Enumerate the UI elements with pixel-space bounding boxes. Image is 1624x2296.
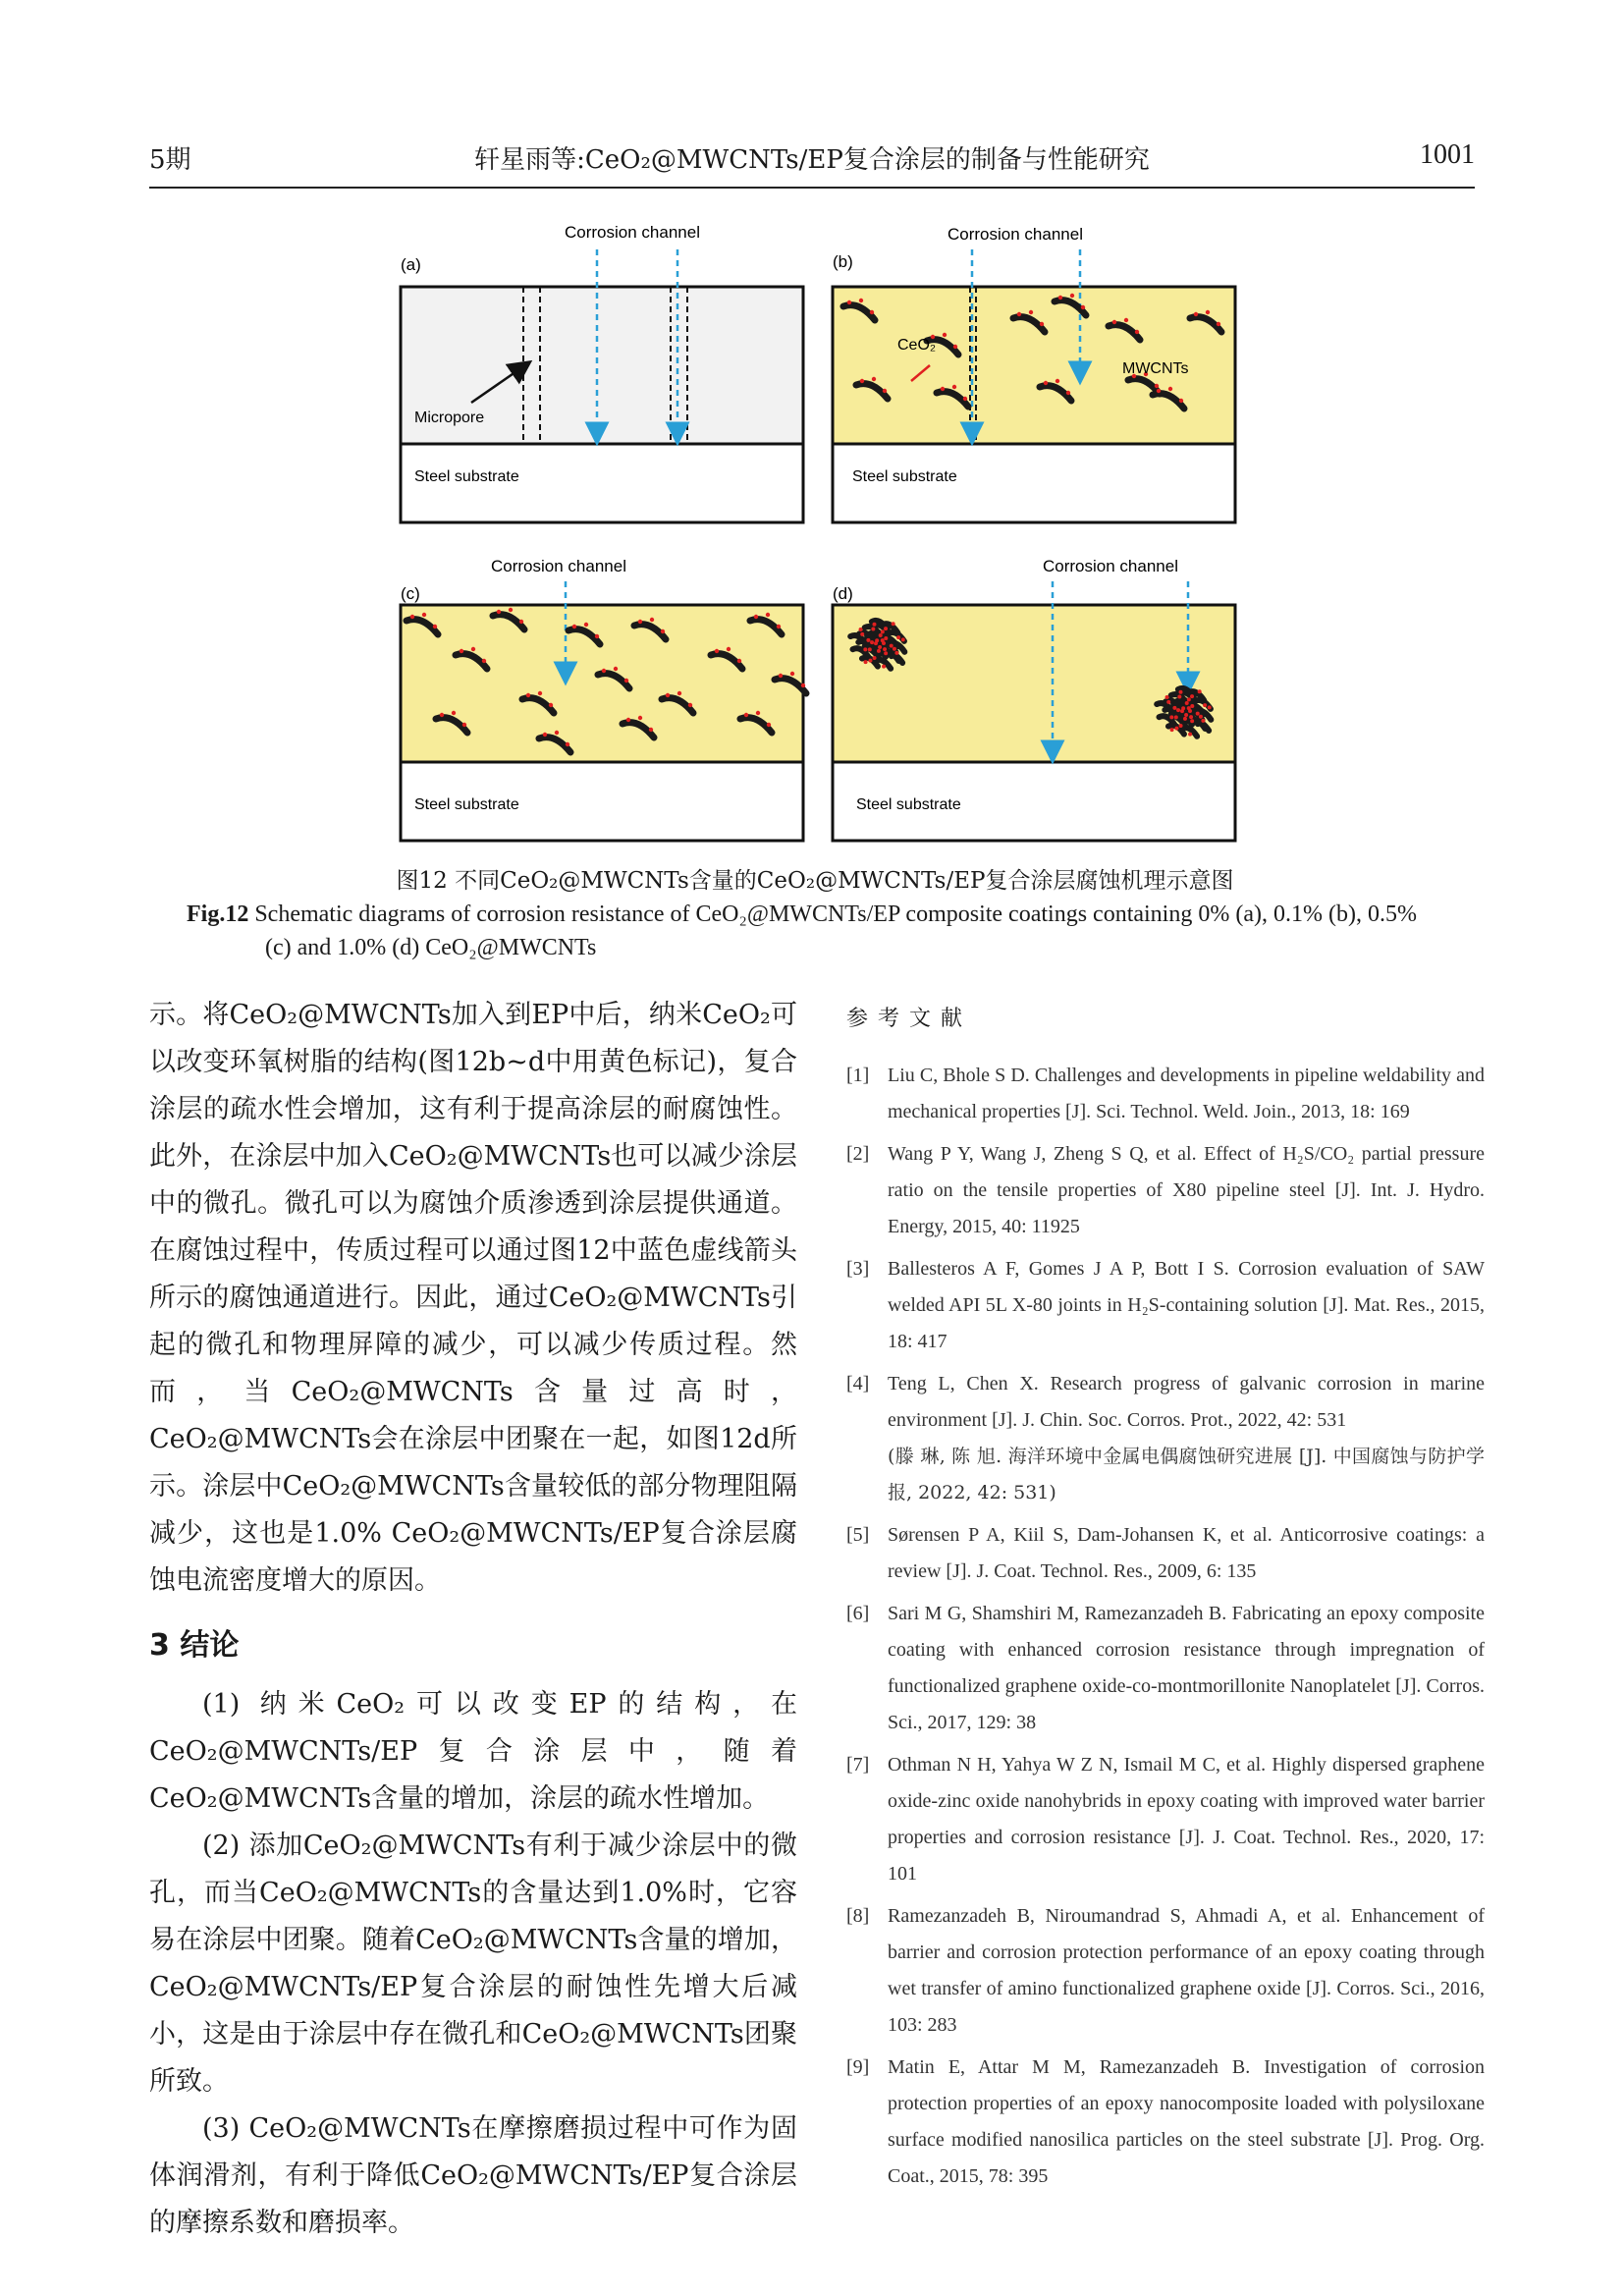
ceo2-particle [1058,296,1062,300]
ceo2-particle [460,649,463,653]
ceo2-particle [1184,713,1188,717]
reference-text: Liu C, Bhole S D. Challenges and developments in pipeline weldability and mechanical properties [J]. Sci. Technol. Weld. Join., 2013, 18: 169 [888,1065,1485,1122]
ceo2-particle [894,651,898,655]
ceo2-particle [1187,697,1191,701]
ceo2-particle [884,651,888,655]
reference-number: [6] [846,1603,870,1624]
panel-a-label: (a) [401,255,421,274]
panel-a-substrate-label: Steel substrate [414,468,519,485]
ceo2-particle [1157,389,1161,393]
ceo2-particle [1165,695,1169,699]
ceo2-particle [666,693,670,697]
caption-chinese: 图12 不同CeO₂@MWCNTs含量的CeO₂@MWCNTs/EP复合涂层腐蚀机理示意图 [396,868,1234,894]
ceo2-particle [433,625,437,629]
reference-number: [4] [846,1373,870,1394]
reference-text: Sari M G, Shamshiri M, Ramezanzadeh B. Fabricating an epoxy composite coating with enhanced corrosion resistance through impregnation of functionalized graphene oxide-co-montmorillonite Nanoplatelet [J]. Corros. Sci., 2017, 129: 38 [888,1603,1485,1733]
ceo2-particle [649,728,653,732]
ceo2-particle [661,629,665,633]
ceo2-particle [1196,712,1200,716]
ceo2-particle [870,640,874,644]
reference-text: Sørensen P A, Kiil S, Dam-Johansen K, et al. Anticorrosive coatings: a review [J]. J. Coat. Technol. Res., 2009, 6: 135 [888,1524,1485,1582]
ceo2-particle [878,645,882,649]
reference-text: Othman N H, Yahya W Z N, Ismail M C, et al. Highly dispersed graphene oxide-zinc oxide nanohybrids in epoxy coating with improved water barrier properties and corrosion resistance [J]. J. Coat. Technol. Res., 2020, 17: 101 [888,1754,1485,1885]
ceo2-particle [497,610,501,614]
ceo2-particle [779,674,783,678]
ceo2-particle [1017,312,1021,316]
reference-item [846,1136,1485,1245]
panel-b-label: (b) [833,252,853,271]
ceo2-particle [1179,724,1183,728]
ceo2-particle [847,301,851,304]
ceo2-particle [883,647,887,651]
ceo2-particle [677,691,681,695]
ceo2-particle [879,633,883,637]
ceo2-particle [410,615,414,619]
ceo2-particle [566,742,569,746]
ceo2-particle [1112,320,1116,324]
ceo2-particle [1168,387,1172,391]
reference-chinese: (滕 琳, 陈 旭. 海洋环境中金属电偶腐蚀研究进展 [J]. 中国腐蚀与防护学报, 2022, 42: 531) [888,1446,1485,1503]
reference-number: [8] [846,1905,870,1927]
reference-number: [9] [846,2056,870,2078]
panel-c [401,557,806,841]
reference-list [846,1058,1485,2195]
reference-text: Matin E, Attar M M, Ramezanzadeh B. Investigation of corrosion protection properties of an epoxy nanocomposite loaded with polysiloxane surface modified nanosilica particles on the steel substrate [J]. Prog. Org. Coat., 2015, 78: 395 [888,2056,1485,2187]
ceo2-particle [538,691,542,695]
ceo2-particle [1206,310,1210,314]
ceo2-particle [881,638,885,642]
reference-number: [1] [846,1065,870,1086]
caption-english-text: Schematic diagrams of corrosion resistance of CeO₂@MWCNTs/EP composite coatings containing 0% (a), 0.1% (b), 0.5% (c) and 1.0% (d) CeO₂@MWCNTs [248,902,1417,960]
body-paragraph: 示。将CeO₂@MWCNTs加入到EP中后，纳米CeO₂可以改变环氧树脂的结构(图12b~d中用黄色标记)，复合涂层的疏水性会增加，这有利于提高涂层的耐腐蚀性。此外，在涂层中加入CeO₂@MWCNTs也可以减少涂层中的微孔。微孔可以为腐蚀介质渗透到涂层提供通道。在腐蚀过程中，传质过程可以通过图12中蓝色虚线箭头所示的腐蚀通道进行。因此，通过CeO₂@MWCNTs引起的微孔和物理屏障的减少，可以减少传质过程。然而，当CeO₂@MWCNTs含量过高时，CeO₂@MWCNTs会在涂层中团聚在一起，如图12d所示。涂层中CeO₂@MWCNTs含量较低的部分物理阻隔减少，这也是1.0% CeO₂@MWCNTs/EP复合涂层腐蚀电流密度增大的原因。 [149,1000,797,1596]
ceo2-particle [1124,318,1128,322]
ceo2-particle [462,723,466,727]
ceo2-particle [624,679,628,683]
ceo2-particle [744,713,748,717]
issue-number: 5期 [149,145,191,175]
reference-text: Teng L, Chen X. Research progress of galvanic corrosion in marine environment [J]. J. Chin. Soc. Corros. Prot., 2022, 42: 531 [888,1373,1485,1431]
figure-caption [187,864,1443,964]
ceo2-particle [1166,700,1170,704]
panel-d-channel-label: Corrosion channel [1043,557,1178,575]
ceo2-particle [756,711,760,715]
ceo2-particle [777,625,781,629]
ceo2-particle [1190,694,1194,698]
ceo2-particle [884,636,888,640]
ceo2-particle [1066,391,1070,395]
ceo2-particle [471,647,475,651]
panel-a-channel-label: Corrosion channel [565,223,700,242]
ceo2-particle [871,627,875,630]
panel-d-label: (d) [833,584,853,603]
panel-d [833,557,1235,841]
ceo2-particle [1155,384,1159,388]
ceo2-particle [584,623,588,627]
mwcnts-label: MWCNTs [1122,360,1189,377]
ceo2-particle [1174,715,1178,719]
reference-item [846,1517,1485,1590]
ceo2-particle [555,731,559,735]
ceo2-particle [440,713,444,717]
ceo2-particle [866,638,870,642]
ceo2-particle [543,733,547,737]
ceo2-particle [892,622,895,626]
ceo2-particle [482,659,486,663]
page-number: 1001 [1420,139,1475,170]
ceo2-particle [1189,715,1193,719]
panel-c-coating [401,605,803,762]
ceo2-particle [1201,719,1205,723]
ceo2-particle [1190,704,1194,708]
reference-item [846,1596,1485,1741]
ceo2-particle [860,632,864,636]
ceo2-particle [688,703,692,707]
conclusion-2: (2) 添加CeO₂@MWCNTs有利于减少涂层中的微孔，而当CeO₂@MWCNTs的含量达到1.0%时，它容易在涂层中团聚。随着CeO₂@MWCNTs含量的增加，CeO₂@MWCNTs/EP复合涂层的耐蚀性先增大后减小，这是由于涂层中存在微孔和CeO₂@MWCNTs团聚所致。 [149,1831,797,2097]
ceo2-particle [1044,381,1048,385]
ceo2-particle [1178,690,1182,694]
ceo2-particle [893,647,896,651]
ceo2-particle [801,683,805,687]
micropore-label: Micropore [414,410,485,426]
ceo2-particle [715,649,719,653]
ceo2-particle [884,627,888,630]
ceo2-particle [1174,727,1178,731]
reference-item [846,1898,1485,2044]
ceo2-particle [1180,709,1184,713]
ceo2-particle [941,387,945,391]
ceo2-particle [1081,305,1085,309]
ceo2-particle [614,667,618,671]
ceo2-particle [526,693,530,697]
reference-item [846,2050,1485,2195]
panel-b [833,225,1235,522]
ceo2-particle [727,647,731,651]
ceo2-particle [873,656,877,660]
reference-number: [3] [846,1258,870,1280]
ceo2-particle [1070,294,1074,298]
reference-text: Wang P Y, Wang J, Zheng S Q, et al. Effect of H₂S/CO₂ partial pressure ratio on the tensile properties of X80 pipeline steel [J]. Int. J. Hydro. Energy, 2015, 40: 11925 [888,1143,1485,1237]
ceo2-particle [1177,694,1181,698]
ceo2-particle [1056,379,1059,383]
running-header [149,139,1475,189]
ceo2-particle [1208,705,1212,709]
ceo2-particle [452,711,456,715]
ceo2-particle [868,659,872,663]
reference-number: [7] [846,1754,870,1776]
ceo2-particle [1176,708,1180,712]
ceo2-particle [1029,310,1033,314]
panel-c-label: (c) [401,584,420,603]
ceo2-particle [963,397,967,401]
ceo2-particle [602,669,606,673]
panel-a [401,223,803,522]
ceo2-label: CeO₂ [897,337,937,354]
left-column [149,992,797,2247]
ceo2-particle [509,608,513,612]
reference-text: Ramezanzadeh B, Niroumandrad S, Ahmadi A, et al. Enhancement of barrier and corrosion protection performance of an epoxy coating through wet transfer of amino functionalized graphene oxide [J]. Corros. Sci., 2016, 103: 283 [888,1905,1485,2036]
reference-number: [2] [846,1143,870,1165]
ceo2-particle [872,623,876,627]
ceo2-particle [952,385,956,389]
panel-b-substrate-label: Steel substrate [852,468,957,485]
reference-item [846,1366,1485,1511]
reference-text: Ballesteros A F, Gomes J A P, Bott I S. Corrosion evaluation of SAW welded API 5L X-80 joints in H₂S-containing solution [J]. Mat. Res., 2015, 18: 417 [888,1258,1485,1352]
right-column [846,992,1485,2201]
ceo2-particle [883,389,887,393]
ceo2-particle [549,703,553,707]
reference-item [846,1058,1485,1130]
ceo2-particle [1203,703,1207,707]
ceo2-particle [626,718,630,722]
conclusion-1: (1) 纳米CeO₂可以改变EP的结构，在CeO₂@MWCNTs/EP复合涂层中，随着CeO₂@MWCNTs含量的增加，涂层的疏水性增加。 [149,1689,797,1814]
ceo2-particle [754,615,758,619]
ceo2-particle [737,659,741,663]
ceo2-particle [896,635,900,639]
caption-label: Fig.12 [187,902,249,927]
ceo2-particle [1185,701,1189,705]
ceo2-particle [864,660,868,664]
reference-item [846,1251,1485,1360]
ceo2-particle [860,379,864,383]
ceo2-particle [638,716,642,720]
ceo2-particle [790,672,794,676]
ceo2-particle [859,628,863,631]
panel-c-channel-label: Corrosion channel [491,557,626,575]
ceo2-particle [872,377,876,381]
panel-d-substrate-label: Steel substrate [856,796,961,813]
ceo2-particle [1217,322,1220,326]
ceo2-particle [1199,715,1203,719]
section-heading-conclusion: 3 结论 [149,1628,240,1663]
ceo2-particle [1183,717,1187,721]
ceo2-particle [870,310,874,314]
ceo2-particle [1190,719,1194,723]
reference-number: [5] [846,1524,870,1546]
ceo2-particle [572,625,576,629]
ceo2-particle [650,618,654,622]
ceo2-particle [1187,706,1191,710]
ceo2-particle [1194,312,1198,316]
conclusion-3: (3) CeO₂@MWCNTs在摩擦磨损过程中可作为固体润滑剂，有利于降低CeO₂@MWCNTs/EP复合涂层的摩擦系数和磨损率。 [149,2113,797,2238]
ceo2-particle [890,644,893,648]
ceo2-particle [863,647,867,651]
ceo2-particle [1135,330,1139,334]
ceo2-particle [767,723,771,727]
running-title: 轩星雨等:CeO₂@MWCNTs/EP复合涂层的制备与性能研究 [474,145,1150,175]
ceo2-particle [877,649,881,653]
ceo2-particle [1170,728,1174,732]
caption-english [187,898,1443,964]
ceo2-particle [638,620,642,624]
ceo2-particle [943,333,947,337]
panel-c-substrate-label: Steel substrate [414,796,519,813]
panel-b-channel-label: Corrosion channel [947,225,1083,244]
ceo2-particle [882,665,886,669]
ceo2-particle [901,637,905,641]
ceo2-particle [953,345,957,349]
ceo2-particle [1169,715,1173,719]
ceo2-particle [422,613,426,617]
reference-item [846,1747,1485,1892]
ceo2-particle [868,647,872,651]
ceo2-particle [1188,733,1192,737]
ceo2-particle [859,299,863,302]
ceo2-particle [595,634,599,638]
ceo2-particle [1179,399,1183,403]
ceo2-particle [519,620,523,624]
references-heading: 参考文献 [846,1007,973,1031]
ceo2-particle [1198,689,1202,693]
ceo2-particle [874,641,878,645]
ceo2-particle [1040,322,1044,326]
figure-12 [393,216,1257,864]
ceo2-particle [881,629,885,633]
ceo2-particle [766,613,770,617]
ceo2-particle [1172,706,1176,710]
